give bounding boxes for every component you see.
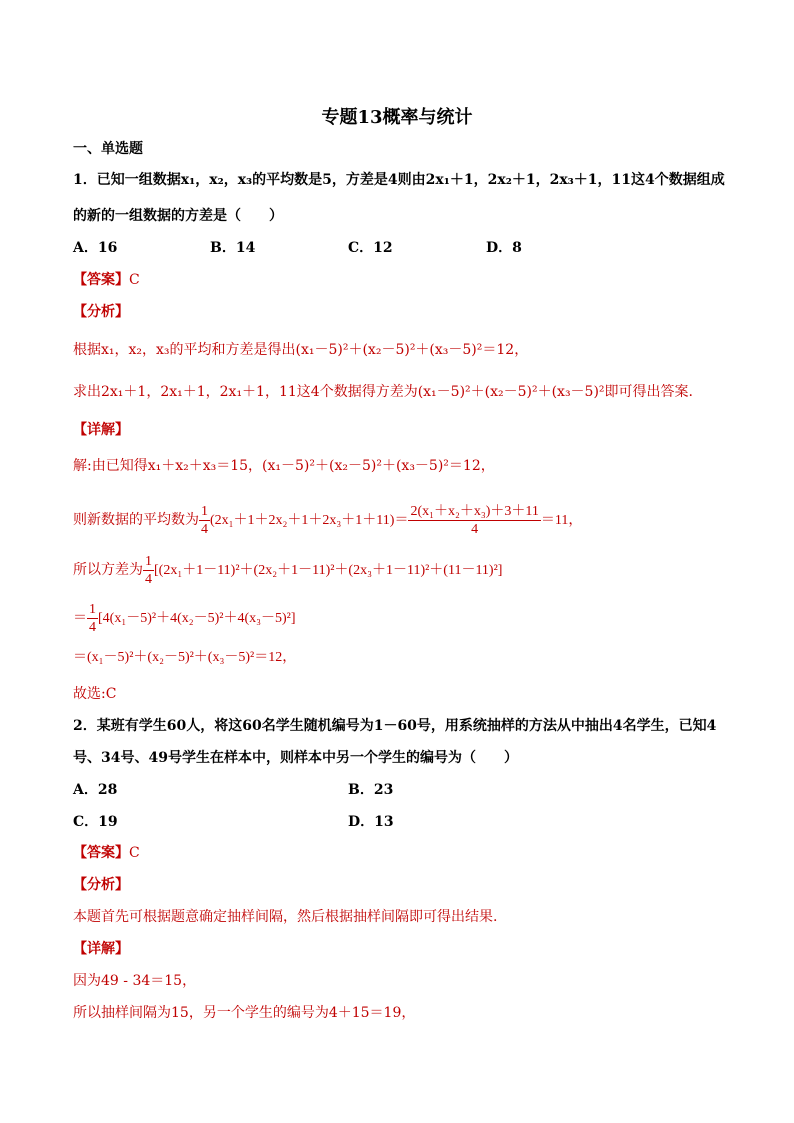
q2-analysis-line1: 本题首先可根据题意确定抽样间隔，然后根据抽样间隔即可得出结果. <box>73 909 498 925</box>
q1-detail-line1: 解:由已知得x₁＋x₂＋x₃＝15，(x₁－5)²＋(x₂－5)²＋(x₃－5)²＝12， <box>73 458 495 474</box>
detail-line2-prefix: 则新数据的平均数为 <box>73 512 199 528</box>
q1-stem-line1: 1．已知一组数据x₁，x₂，x₃的平均数是5，方差是4则由2x₁＋1，2x₂＋1，2x₃＋1，11这4个数据组成 <box>73 172 725 188</box>
detail-line2-expr: (2x₁＋1＋2x₂＋1＋2x₃＋1＋11)＝ <box>210 513 409 528</box>
q2-option-d: D．13 <box>348 814 394 830</box>
q2-option-b: B．23 <box>348 782 394 798</box>
q1-detail-line5: ＝(x₁－5)²＋(x₂－5)²＋(x₃－5)²＝12， <box>73 650 297 665</box>
detail-line2-end: ＝11， <box>540 513 583 528</box>
q1-detail-line4 <box>73 598 296 639</box>
q1-option-b: B．14 <box>210 240 256 256</box>
q1-detail-line3 <box>73 550 502 591</box>
q1-stem-line2: 的新的一组数据的方差是（ ） <box>73 208 283 224</box>
q1-detail-line2 <box>73 500 582 541</box>
answer-tag: 【答案】 <box>73 272 129 288</box>
fraction-one-quarter: $\frac{1}{4}$ <box>201 503 208 537</box>
section-heading: 一、单选题 <box>73 141 143 157</box>
detail-line3-prefix: 所以方差为 <box>73 562 143 578</box>
q1-answer <box>73 270 140 290</box>
q2-analysis-tag: 【分析】 <box>73 877 129 893</box>
detail-line4-prefix: ＝ <box>73 611 87 626</box>
q1-option-d: D．8 <box>486 240 522 256</box>
q2-stem-line1: 2．某班有学生60人，将这60名学生随机编号为1－60号，用系统抽样的方法从中抽出4名学生，已知4 <box>73 718 717 734</box>
q1-option-c: C．12 <box>348 240 393 256</box>
answer-value: C <box>129 845 140 861</box>
q1-analysis-line1: 根据x₁，x₂，x₃的平均和方差是得出(x₁－5)²＋(x₂－5)²＋(x₃－5)²＝12， <box>73 342 529 358</box>
fraction-one-quarter: $\frac{1}{4}$ <box>145 553 152 587</box>
q1-analysis-line2: 求出2x₁＋1，2x₁＋1，2x₁＋1，11这4个数据得方差为(x₁－5)²＋(x₂－5)²＋(x₃－5)²即可得出答案. <box>73 384 693 400</box>
q2-option-a: A．28 <box>73 782 118 798</box>
q1-option-a: A．16 <box>73 240 118 256</box>
detail-line3-expr: [(2x₁＋1－11)²＋(2x₂＋1－11)²＋(2x₃＋1－11)²＋(11－11)²] <box>154 563 503 578</box>
q2-option-c: C．19 <box>73 814 118 830</box>
q2-stem-line2: 号、34号、49号学生在样本中，则样本中另一个学生的编号为（ ） <box>73 750 518 766</box>
q2-answer <box>73 843 140 863</box>
q2-detail-tag: 【详解】 <box>73 941 129 957</box>
q1-detail-tag: 【详解】 <box>73 422 129 438</box>
q1-analysis-tag: 【分析】 <box>73 304 129 320</box>
fraction-one-quarter: $\frac{1}{4}$ <box>89 601 96 635</box>
answer-tag: 【答案】 <box>73 845 129 861</box>
q1-conclusion: 故选:C <box>73 686 117 702</box>
detail-line4-expr: [4(x₁－5)²＋4(x₂－5)²＋4(x₃－5)²] <box>98 611 296 626</box>
fraction-mean: $\frac{\text{2(x₁＋x₂＋x₃)＋3＋11}}{4}$ <box>410 503 539 537</box>
q2-detail-line1: 因为49 - 34＝15， <box>73 973 197 989</box>
q2-detail-line2: 所以抽样间隔为15，另一个学生的编号为4＋15＝19， <box>73 1005 416 1021</box>
answer-value: C <box>129 272 140 288</box>
page-title: 专题13概率与统计 <box>321 107 473 128</box>
